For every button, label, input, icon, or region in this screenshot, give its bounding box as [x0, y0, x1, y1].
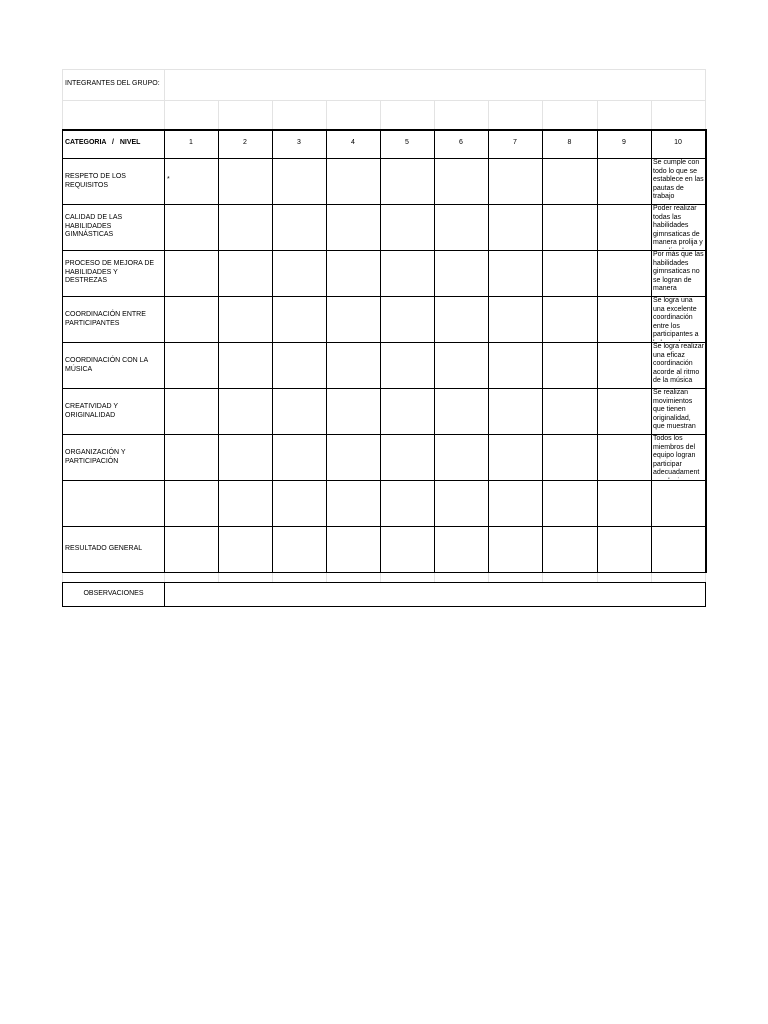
score-cell[interactable]	[543, 159, 597, 204]
score-cell[interactable]	[543, 343, 597, 388]
grid-line	[62, 69, 706, 70]
score-cell[interactable]	[219, 435, 272, 480]
score-cell[interactable]	[435, 527, 488, 572]
score-cell[interactable]	[219, 205, 272, 250]
level-10-descriptor: Poder realizar todas las habilidades gimnsaticas de manera prolija y	[653, 205, 703, 246]
level-6-header: 6	[459, 139, 463, 146]
row-category-label: RESULTADO GENERAL	[65, 545, 143, 552]
score-cell[interactable]	[489, 435, 542, 480]
grid-line	[597, 100, 598, 129]
level-10-descriptor	[652, 527, 704, 571]
obs-border	[62, 582, 63, 607]
score-cell[interactable]	[381, 251, 434, 296]
score-cell[interactable]	[219, 389, 272, 434]
score-cell[interactable]	[489, 343, 542, 388]
score-cell[interactable]	[489, 527, 542, 572]
row-category-label: CREATIVIDAD Y ORIGINALIDAD	[65, 403, 119, 419]
score-cell[interactable]	[489, 389, 542, 434]
level-8-header: 8	[567, 139, 572, 146]
score-cell[interactable]	[598, 251, 651, 296]
categoria-nivel-label: CATEGORIA / NIVEL	[65, 139, 141, 146]
grid-line	[326, 572, 327, 582]
score-cell[interactable]	[273, 297, 326, 342]
score-cell[interactable]	[165, 527, 218, 572]
score-cell[interactable]	[543, 527, 597, 572]
row-divider	[62, 572, 706, 573]
observaciones-field[interactable]	[165, 584, 704, 605]
grid-line	[434, 572, 435, 582]
level-10-header: 10	[674, 139, 682, 146]
score-cell[interactable]	[327, 435, 380, 480]
grid-line	[272, 572, 273, 582]
score-cell[interactable]	[381, 159, 434, 204]
score-cell[interactable]	[165, 435, 218, 480]
score-cell[interactable]	[543, 435, 597, 480]
score-cell[interactable]	[165, 297, 218, 342]
grid-line	[326, 100, 327, 129]
score-cell[interactable]	[435, 389, 488, 434]
row-category-label: ORGANIZACIÓN Y PARTICIPACIÓN	[65, 449, 126, 465]
score-cell[interactable]	[165, 205, 218, 250]
score-cell[interactable]	[165, 481, 218, 526]
score-cell[interactable]	[381, 343, 434, 388]
score-cell[interactable]	[381, 297, 434, 342]
row-category-label: COORDINACIÓN CON LA MÚSICA	[65, 357, 149, 373]
score-cell[interactable]	[273, 389, 326, 434]
level-10-descriptor: Se realizan movimientos que tienen originalidad, que muestran	[653, 389, 696, 430]
level-7-header: 7	[513, 139, 517, 146]
level-10-descriptor: Por más que las habilidades gimnsaticas no se logran de manera	[653, 251, 704, 292]
score-cell[interactable]	[543, 481, 597, 526]
row-category-label: COORDINACIÓN ENTRE PARTICIPANTES	[65, 311, 146, 327]
obs-border	[62, 582, 706, 583]
score-cell[interactable]	[273, 481, 326, 526]
score-cell[interactable]	[219, 481, 272, 526]
score-cell[interactable]	[598, 527, 651, 572]
grid-line	[651, 572, 652, 582]
score-cell[interactable]	[598, 159, 651, 204]
cell-mark: *	[167, 176, 170, 183]
score-cell[interactable]	[435, 251, 488, 296]
score-cell[interactable]	[598, 481, 651, 526]
table-border	[62, 129, 706, 131]
score-cell[interactable]	[435, 205, 488, 250]
score-cell[interactable]	[273, 251, 326, 296]
score-cell[interactable]	[273, 527, 326, 572]
score-cell[interactable]	[598, 435, 651, 480]
score-cell[interactable]	[489, 251, 542, 296]
grid-line	[62, 69, 63, 129]
score-cell[interactable]	[273, 435, 326, 480]
score-cell[interactable]	[327, 205, 380, 250]
score-cell[interactable]	[273, 159, 326, 204]
grid-line	[164, 572, 165, 582]
grid-line	[380, 100, 381, 129]
score-cell[interactable]	[543, 251, 597, 296]
score-cell[interactable]	[435, 481, 488, 526]
score-cell[interactable]	[598, 389, 651, 434]
score-cell[interactable]	[543, 205, 597, 250]
score-cell[interactable]	[165, 251, 218, 296]
score-cell[interactable]	[381, 481, 434, 526]
score-cell[interactable]	[381, 389, 434, 434]
score-cell[interactable]	[435, 435, 488, 480]
score-cell[interactable]	[273, 205, 326, 250]
grid-line	[272, 100, 273, 129]
score-cell[interactable]	[165, 159, 218, 204]
score-cell[interactable]	[219, 251, 272, 296]
score-cell[interactable]	[327, 251, 380, 296]
score-cell[interactable]	[381, 205, 434, 250]
score-cell[interactable]	[489, 205, 542, 250]
level-10-descriptor: Se cumple con todo lo que se establece en las pautas de trabajo	[653, 159, 704, 200]
table-border	[62, 129, 63, 573]
score-cell[interactable]	[435, 159, 488, 204]
score-cell[interactable]	[219, 343, 272, 388]
score-cell[interactable]	[489, 159, 542, 204]
score-cell[interactable]	[219, 159, 272, 204]
level-10-descriptor: Todos los miembros del equipo logran participar adecuadament	[653, 435, 700, 476]
score-cell[interactable]	[598, 205, 651, 250]
score-cell[interactable]	[273, 343, 326, 388]
column-divider	[705, 129, 707, 573]
score-cell[interactable]	[219, 297, 272, 342]
score-cell[interactable]	[381, 527, 434, 572]
grid-line	[62, 100, 706, 101]
score-cell[interactable]	[219, 527, 272, 572]
grid-line	[705, 572, 706, 582]
level-10-descriptor: Se logra una una excelente coordinación entre los participantes a	[653, 297, 699, 338]
row-category-label: PROCESO DE MEJORA DE HABILIDADES Y DESTREZAS	[65, 260, 155, 284]
score-cell[interactable]	[327, 389, 380, 434]
score-cell[interactable]	[489, 297, 542, 342]
grid-line	[62, 572, 63, 582]
row-category-label: CALIDAD DE LAS HABILIDADES GIMNÁSTICAS	[65, 214, 123, 238]
obs-border	[705, 582, 706, 607]
level-4-header: 4	[351, 139, 355, 146]
grid-line	[597, 572, 598, 582]
obs-border	[62, 606, 706, 607]
score-cell[interactable]	[165, 343, 218, 388]
score-cell[interactable]	[381, 435, 434, 480]
score-cell[interactable]	[543, 389, 597, 434]
level-9-header: 9	[622, 139, 626, 146]
grid-line	[542, 100, 543, 129]
grid-line	[434, 100, 435, 129]
score-cell[interactable]	[598, 297, 651, 342]
score-cell[interactable]	[489, 481, 542, 526]
grid-line	[488, 100, 489, 129]
grid-line	[218, 572, 219, 582]
level-10-descriptor: Se logra realizar una eficaz coordinación acorde al ritmo de la música	[653, 343, 704, 384]
grid-line	[651, 100, 652, 129]
score-cell[interactable]	[435, 297, 488, 342]
row-category-label: RESPETO DE LOS REQUISITOS	[65, 173, 126, 189]
score-cell[interactable]	[598, 343, 651, 388]
grid-line	[542, 572, 543, 582]
grid-line	[488, 572, 489, 582]
grid-line	[705, 100, 706, 129]
score-cell[interactable]	[327, 343, 380, 388]
score-cell[interactable]	[327, 297, 380, 342]
score-cell[interactable]	[327, 159, 380, 204]
level-5-header: 5	[405, 139, 409, 146]
level-10-descriptor	[652, 481, 704, 525]
grid-line	[164, 100, 165, 129]
level-3-header: 3	[297, 139, 301, 146]
grid-line	[380, 572, 381, 582]
level-2-header: 2	[243, 139, 247, 146]
score-cell[interactable]	[327, 527, 380, 572]
score-cell[interactable]	[327, 481, 380, 526]
score-cell[interactable]	[165, 389, 218, 434]
level-1-header: 1	[189, 139, 193, 146]
score-cell[interactable]	[543, 297, 597, 342]
integrantes-label: INTEGRANTES DEL GRUPO:	[65, 80, 160, 87]
grid-line	[164, 69, 165, 100]
score-cell[interactable]	[435, 343, 488, 388]
grid-line	[218, 100, 219, 129]
observaciones-label: OBSERVACIONES	[83, 590, 144, 597]
